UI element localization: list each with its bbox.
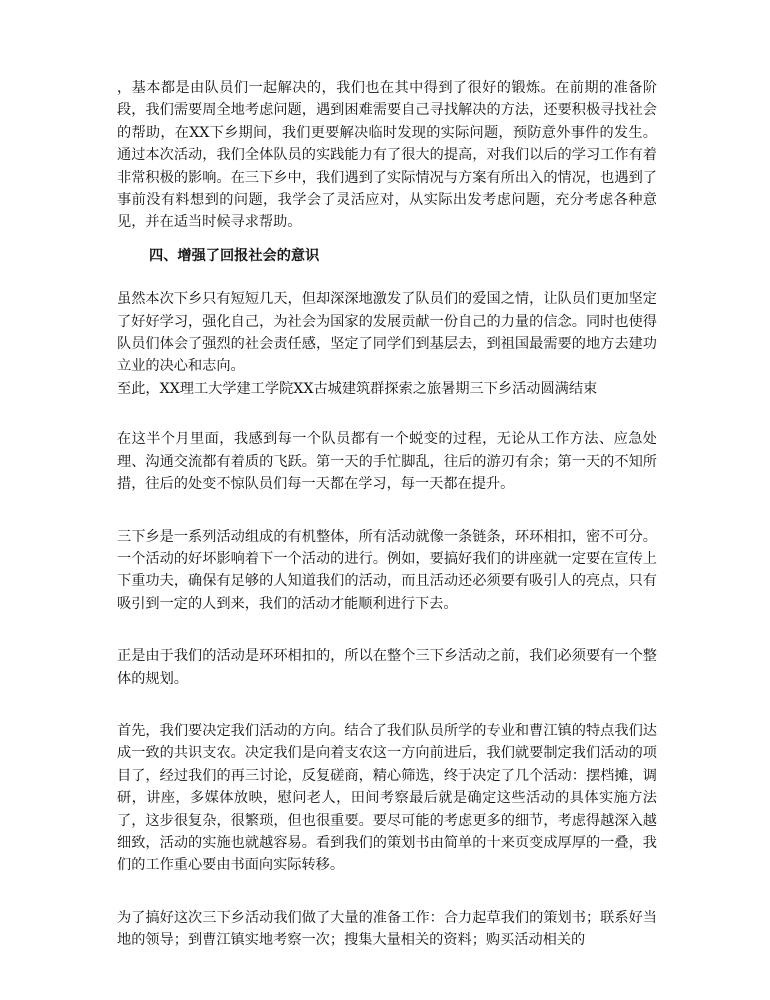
paragraph-activity-direction: 首先，我们要决定我们活动的方向。结合了我们队员所学的专业和曹江镇的特点我们达成一致的共识支农。决定我们是向着支农这一方向前进后，我们就要制定我们活动的项目了，经过我们的再三讨论，反复磋商，精心筛选，终于决定了几个活动：摆档摊，调研，讲座，多媒体放映，慰问老人，田间考察最后就是确定这些活动的具体实施方法了，这步很复杂，很繁琐，但也很重要。要尽可能的考虑更多的细节，考虑得越深入越细致，活动的实施也就越容易。看到我们的策划书由简单的十来页变成厚厚的一叠，我们的工作重心要由书面向实际转移。 <box>117 722 657 874</box>
paragraph-conclusion-line: 至此，XX理工大学建工学院XX古城建筑群探索之旅暑期三下乡活动圆满结束 <box>117 380 598 397</box>
paragraph-practice-ability: ，基本都是由队员们一起解决的，我们也在其中得到了很好的锻炼。在前期的准备阶段，我们需要周全地考虑问题，遇到困难需要自己寻找解决的方法，还要积极寻找社会的帮助，在XX下乡期间，我们更要解决临时发现的实际问题，预防意外事件的发生。通过本次活动，我们全体队员的实践能力有了很大的提高，对我们以后的学习工作有着非常积极的影响。在三下乡中，我们遇到了实际情况与方案有所出入的情况，也遇到了事前没有料想到的问题，我学会了灵活应对，从实际出发考虑问题，充分考虑各种意见，并在适当时候寻求帮助。 <box>117 80 657 231</box>
section-heading-4: 四、增强了回报社会的意识 <box>149 247 320 264</box>
paragraph-preparation-work: 为了搞好这次三下乡活动我们做了大量的准备工作：合力起草我们的策划书；联系好当地的领导；到曹江镇实地考察一次；搜集大量相关的资料；购买活动相关的 <box>117 909 657 949</box>
paragraph-overall-planning: 正是由于我们的活动是环环相扣的，所以在整个三下乡活动之前，我们必须要有一个整体的规划。 <box>117 648 657 687</box>
paragraph-activity-chain: 三下乡是一系列活动组成的有机整体，所有活动就像一条链条，环环相扣，密不可分。一个活动的好坏影响着下一个活动的进行。例如，要搞好我们的讲座就一定要在宣传上下重功夫，确保有足够的人知道我们的活动，而且活动还必须要有吸引人的亮点，只有吸引到一定的人到来，我们的活动才能顺利进行下去。 <box>117 528 657 612</box>
paragraph-patriotism: 虽然本次下乡只有短短几天，但却深深地激发了队员们的爱国之情，让队员们更加坚定了好好学习，强化自己，为社会为国家的发展贡献一份自己的力量的信念。同时也使得队员们体会了强烈的社会责任感，坚定了同学们到基层去，到祖国最需要的地方去建功立业的决心和志向。 <box>117 291 657 375</box>
document-page <box>117 77 657 952</box>
paragraph-half-month-growth: 在这半个月里面，我感到每一个队员都有一个蜕变的过程，无论从工作方法、应急处理、沟通交流都有着质的飞跃。第一天的手忙脚乱，往后的游刃有余；第一天的不知所措，往后的处变不惊队员们每一天都在学习，每一天都在提升。 <box>117 431 657 493</box>
